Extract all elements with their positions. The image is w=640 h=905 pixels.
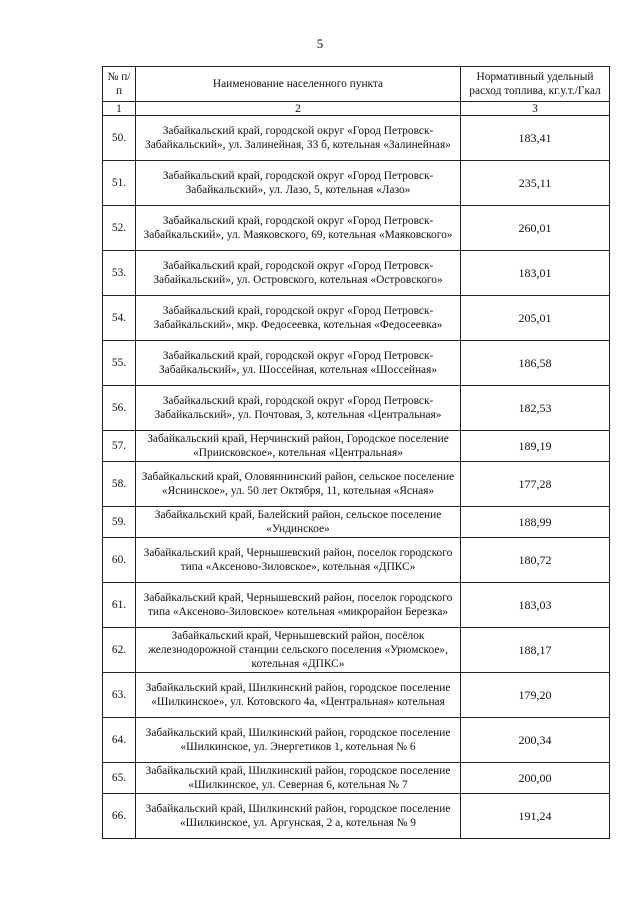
row-name: Забайкальский край, Шилкинский район, городское поселение «Шилкинское, ул. Северная 6, котельная № 7 <box>136 763 461 794</box>
page-number: 5 <box>316 36 324 51</box>
row-value: 191,24 <box>461 794 610 839</box>
table-row <box>103 583 610 628</box>
row-value: 205,01 <box>461 296 610 341</box>
row-name: Забайкальский край, Нерчинский район, Городское поселение «Приисковское», котельная «Центральная» <box>136 431 461 462</box>
row-name: Забайкальский край, городской округ «Город Петровск-Забайкальский», ул. Шоссейная, котельная «Шоссейная» <box>136 341 461 386</box>
index-col-1: 1 <box>103 102 136 116</box>
table-row <box>103 794 610 839</box>
table-row <box>103 251 610 296</box>
table-row <box>103 161 610 206</box>
row-name: Забайкальский край, городской округ «Город Петровск-Забайкальский», ул. Залинейная, 33 б, котельная «Залинейная» <box>136 116 461 161</box>
row-value: 186,58 <box>461 341 610 386</box>
row-num: 66. <box>103 794 136 839</box>
row-num: 60. <box>103 538 136 583</box>
row-num: 55. <box>103 341 136 386</box>
row-value: 189,19 <box>461 431 610 462</box>
row-name: Забайкальский край, Чернышевский район, поселок городского типа «Аксеново-Зиловское», котельная «ДПКС» <box>136 538 461 583</box>
row-num: 52. <box>103 206 136 251</box>
row-name: Забайкальский край, Чернышевский район, поселок городского типа «Аксеново-Зиловское» котельная «микрорайон Березка» <box>136 583 461 628</box>
table-row <box>103 341 610 386</box>
row-num: 63. <box>103 673 136 718</box>
table-row <box>103 462 610 507</box>
table-row <box>103 116 610 161</box>
row-name: Забайкальский край, Шилкинский район, городское поселение «Шилкинское», ул. Котовского 4а, «Центральная» котельная <box>136 673 461 718</box>
header-name: Наименование населенного пункта <box>136 67 461 102</box>
header-value: Нормативный удельный расход топлива, кг.у.т./Гкал <box>461 67 610 102</box>
row-name: Забайкальский край, Шилкинский район, городское поселение «Шилкинское, ул. Аргунская, 2 а, котельная № 9 <box>136 794 461 839</box>
row-num: 53. <box>103 251 136 296</box>
row-name: Забайкальский край, городской округ «Город Петровск-Забайкальский», ул. Лазо, 5, котельная «Лазо» <box>136 161 461 206</box>
row-num: 62. <box>103 628 136 673</box>
row-name: Забайкальский край, городской округ «Город Петровск-Забайкальский», мкр. Федосеевка, котельная «Федосеевка» <box>136 296 461 341</box>
row-num: 61. <box>103 583 136 628</box>
row-num: 59. <box>103 507 136 538</box>
table-row <box>103 507 610 538</box>
table-row <box>103 538 610 583</box>
row-num: 57. <box>103 431 136 462</box>
row-value: 183,01 <box>461 251 610 296</box>
row-num: 56. <box>103 386 136 431</box>
table-row <box>103 673 610 718</box>
row-value: 200,34 <box>461 718 610 763</box>
row-name: Забайкальский край, Балейский район, сельское поселение «Ундинское» <box>136 507 461 538</box>
table-row <box>103 431 610 462</box>
row-value: 180,72 <box>461 538 610 583</box>
row-value: 188,99 <box>461 507 610 538</box>
row-value: 177,28 <box>461 462 610 507</box>
row-num: 64. <box>103 718 136 763</box>
row-name: Забайкальский край, Шилкинский район, городское поселение «Шилкинское, ул. Энергетиков 1, котельная № 6 <box>136 718 461 763</box>
row-value: 183,03 <box>461 583 610 628</box>
index-col-3: 3 <box>461 102 610 116</box>
table-row <box>103 718 610 763</box>
row-num: 50. <box>103 116 136 161</box>
table-row <box>103 763 610 794</box>
row-value: 188,17 <box>461 628 610 673</box>
row-value: 179,20 <box>461 673 610 718</box>
row-value: 182,53 <box>461 386 610 431</box>
header-num: № п/п <box>103 67 136 102</box>
table-row <box>103 628 610 673</box>
row-value: 260,01 <box>461 206 610 251</box>
row-num: 51. <box>103 161 136 206</box>
column-index-row <box>103 102 610 116</box>
table-row <box>103 296 610 341</box>
row-name: Забайкальский край, городской округ «Город Петровск-Забайкальский», ул. Маяковского, 69, котельная «Маяковского» <box>136 206 461 251</box>
row-value: 183,41 <box>461 116 610 161</box>
row-value: 200,00 <box>461 763 610 794</box>
row-name: Забайкальский край, городской округ «Город Петровск-Забайкальский», ул. Островского, котельная «Островского» <box>136 251 461 296</box>
row-name: Забайкальский край, городской округ «Город Петровск-Забайкальский», ул. Почтовая, 3, котельная «Центральная» <box>136 386 461 431</box>
table-row <box>103 386 610 431</box>
row-name: Забайкальский край, Чернышевский район, посёлок железнодорожной станции сельского поселения «Урюмское», котельная «ДПКС» <box>136 628 461 673</box>
table-row <box>103 206 610 251</box>
index-col-2: 2 <box>136 102 461 116</box>
row-num: 65. <box>103 763 136 794</box>
row-num: 54. <box>103 296 136 341</box>
fuel-norms-table <box>102 66 610 839</box>
row-value: 235,11 <box>461 161 610 206</box>
table-header-row <box>103 67 610 102</box>
row-name: Забайкальский край, Оловяннинский район, сельское поселение «Яснинское», ул. 50 лет Октября, 11, котельная «Ясная» <box>136 462 461 507</box>
row-num: 58. <box>103 462 136 507</box>
